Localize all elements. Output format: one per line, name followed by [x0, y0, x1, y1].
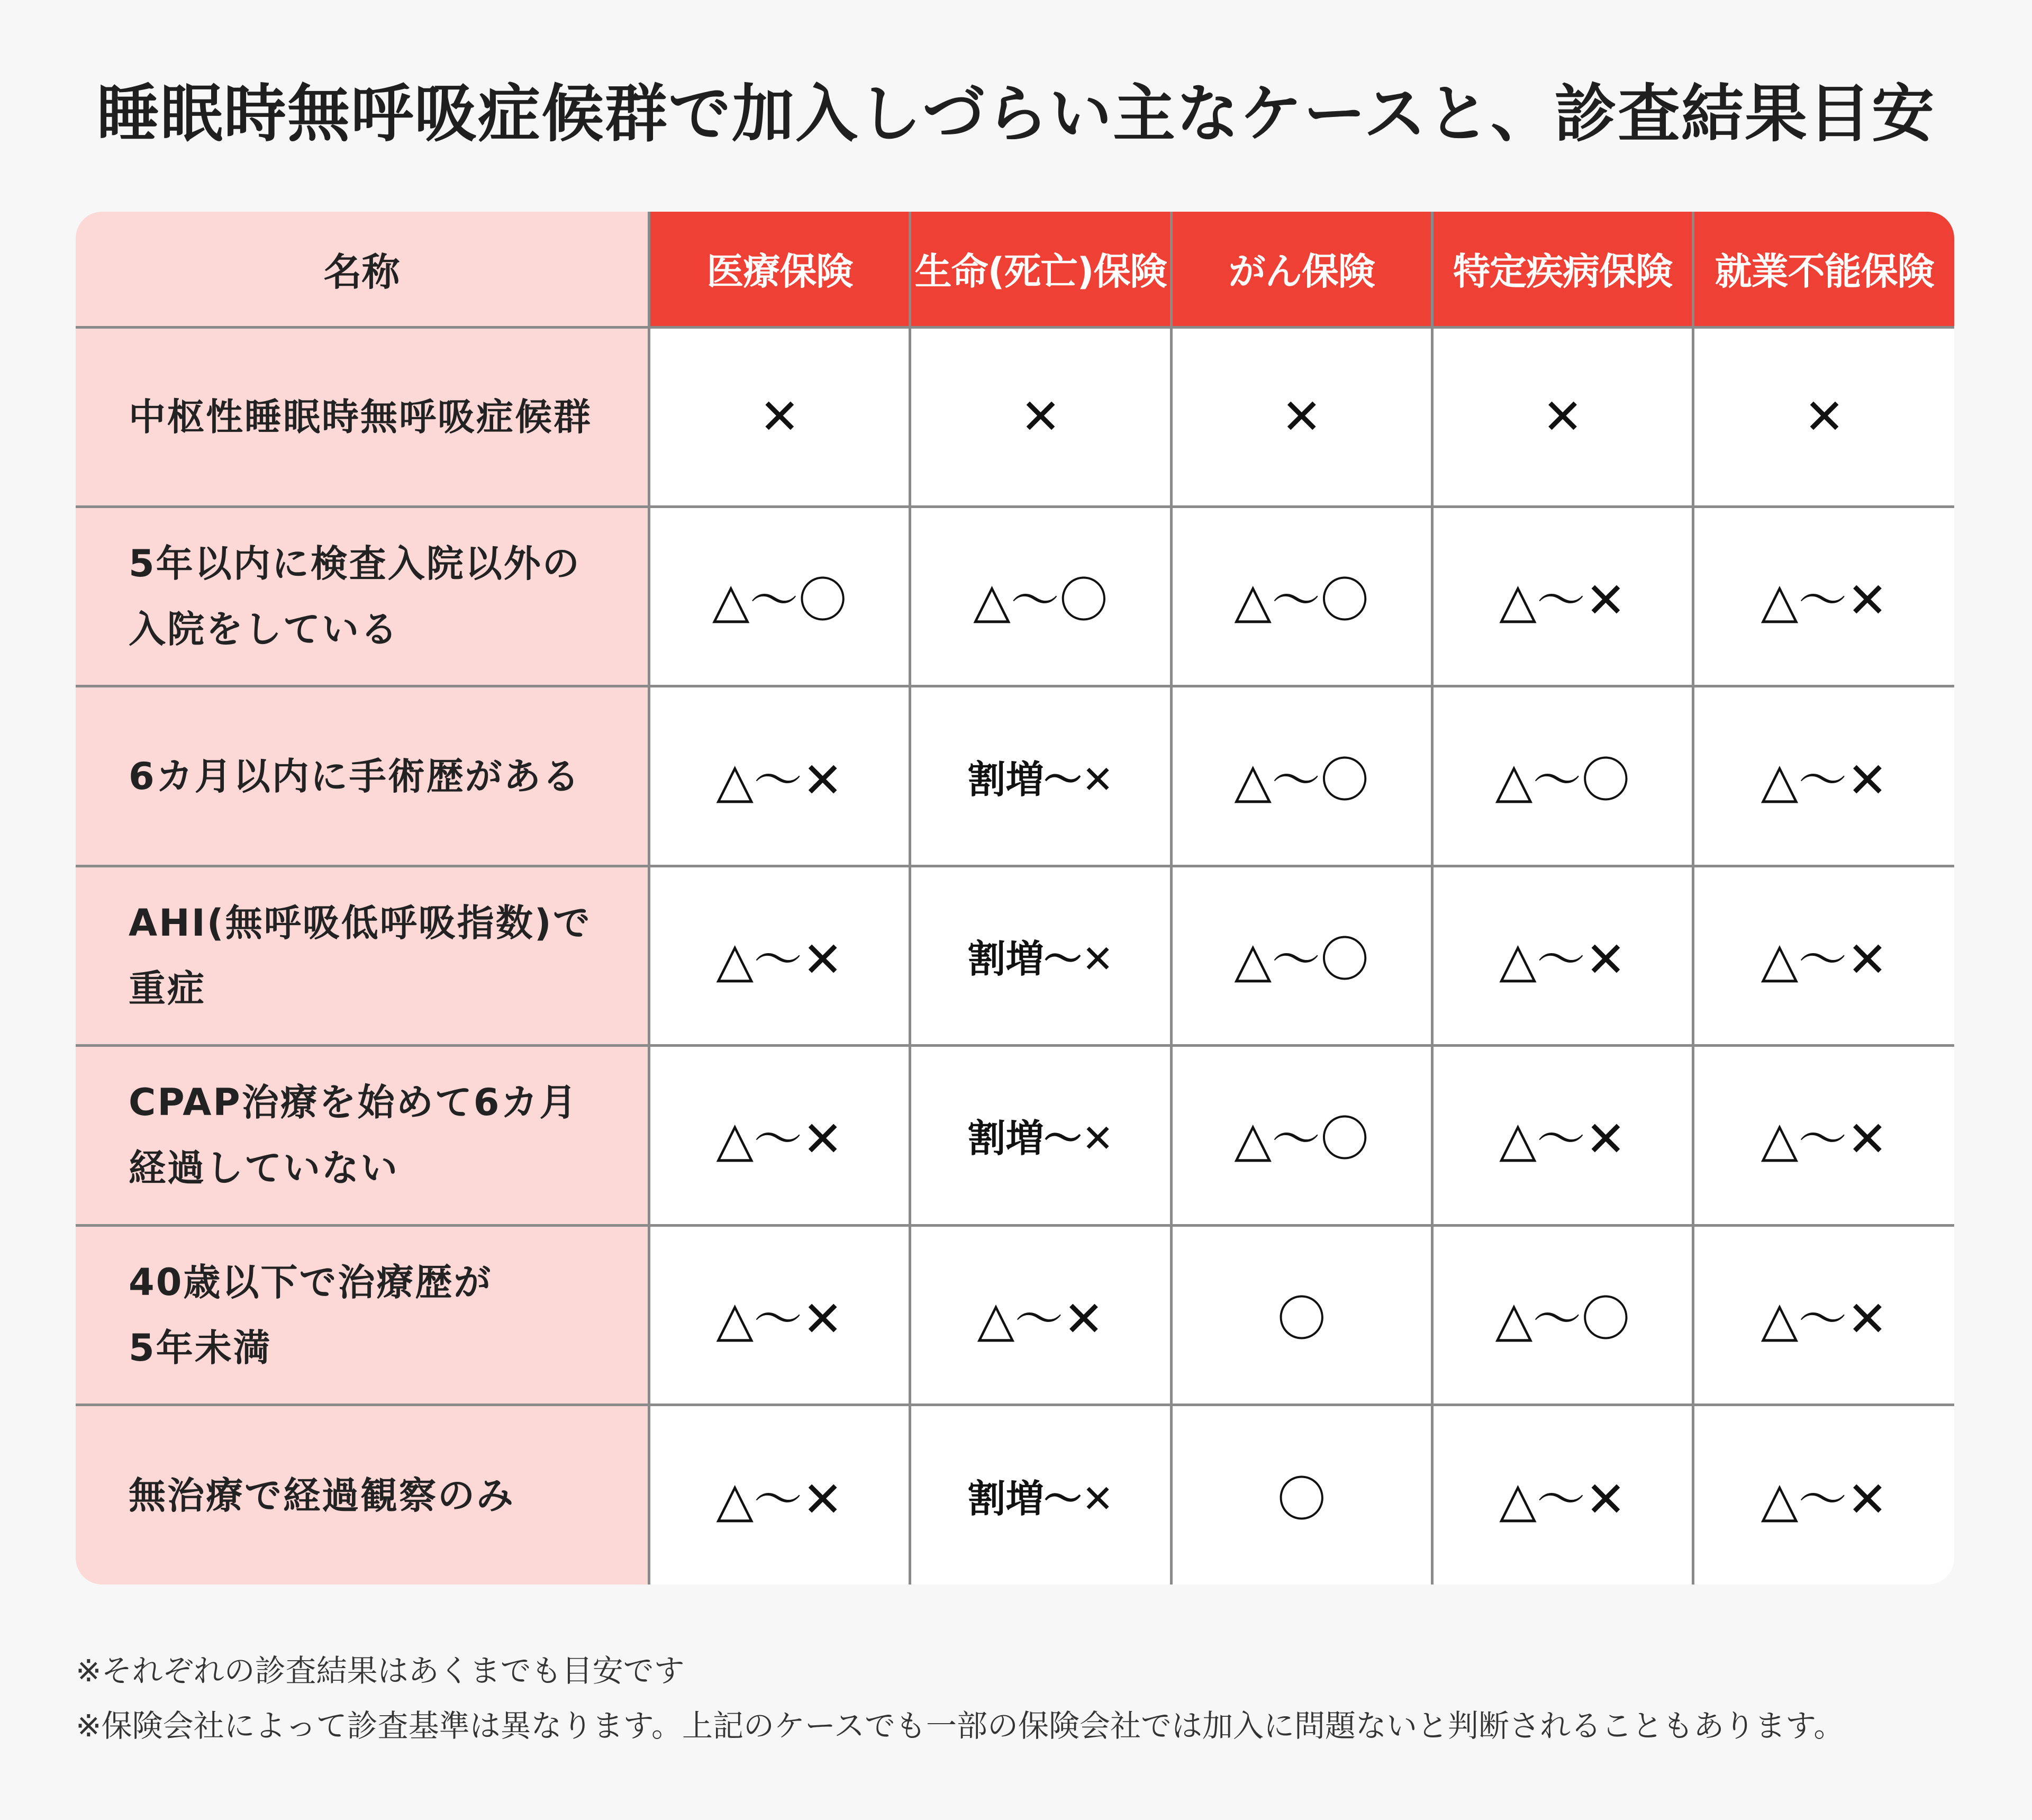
column-header-life: 生命(死亡)保険: [910, 212, 1171, 327]
table-row: [76, 506, 1954, 686]
row-name: [76, 1405, 649, 1584]
table-cell: △〜✕: [1693, 1405, 1954, 1584]
header-row: [76, 212, 1954, 327]
row-name: [76, 327, 649, 506]
table-cell: △〜〇: [1171, 1046, 1432, 1225]
table-row: [76, 1225, 1954, 1405]
table-cell: △〜✕: [1693, 866, 1954, 1045]
table-row: [76, 866, 1954, 1045]
row-name-line: 重症: [129, 966, 206, 1010]
table-cell: 〇: [1171, 1225, 1432, 1405]
table-cell: △〜〇: [1171, 506, 1432, 686]
table-row: [76, 1046, 1954, 1225]
row-name-line: 5年以内に検査入院以外の: [129, 542, 581, 586]
row-name-line: 経過していない: [129, 1146, 399, 1190]
table-cell: △〜✕: [1693, 686, 1954, 866]
table-cell: △〜✕: [649, 1405, 910, 1584]
table-cell: △〜✕: [1432, 1405, 1693, 1584]
footnote: ※それぞれの診査結果はあくまでも目安です: [76, 1653, 685, 1689]
table-cell: 割増〜✕: [910, 1046, 1171, 1225]
table-row: [76, 1405, 1954, 1584]
row-name-line: 40歳以下で治療歴が: [129, 1260, 493, 1304]
column-header-medical: 医療保険: [649, 212, 910, 327]
table-cell: △〜✕: [649, 1225, 910, 1405]
table-cell: △〜✕: [1693, 506, 1954, 686]
row-name-line: 6カ月以内に手術歴がある: [129, 754, 581, 798]
row-name-line: CPAP治療を始めて6カ月: [129, 1081, 578, 1125]
row-name: [76, 1225, 649, 1405]
table-cell: 割増〜✕: [910, 1405, 1171, 1584]
table-cell: ✕: [1171, 327, 1432, 506]
table-cell: △〜〇: [1171, 686, 1432, 866]
table-cell: ✕: [910, 327, 1171, 506]
table-row: [76, 686, 1954, 866]
row-name-line: 入院をしている: [129, 608, 399, 651]
footnotes: [76, 1643, 1981, 1753]
insurance-table: [76, 212, 1954, 1584]
name-column-header: 名称: [76, 212, 649, 327]
row-name-line: AHI(無呼吸低呼吸指数)で: [129, 901, 592, 945]
footnote: ※保険会社によって診査基準は異なります。上記のケースでも一部の保険会社では加入に問題ないと判断されることもあります。: [76, 1708, 1845, 1744]
table-row: [76, 327, 1954, 506]
row-name: [76, 1046, 649, 1225]
column-header-cancer: がん保険: [1171, 212, 1432, 327]
table-cell: 割増〜✕: [910, 866, 1171, 1045]
row-name-line: 5年未満: [129, 1326, 272, 1370]
insurance-grid: [76, 212, 1954, 1584]
row-name: [76, 866, 649, 1045]
row-name-line: 中枢性睡眠時無呼吸症候群: [129, 395, 592, 439]
table-cell: △〜✕: [649, 686, 910, 866]
page-title: 睡眠時無呼吸症候群で加入しづらい主なケースと、診査結果目安: [96, 77, 1936, 150]
table-cell: △〜〇: [1432, 686, 1693, 866]
table-cell: △〜〇: [1171, 866, 1432, 1045]
table-cell: △〜〇: [910, 506, 1171, 686]
table-cell: △〜✕: [1432, 1046, 1693, 1225]
row-name: [76, 506, 649, 686]
table-cell: △〜〇: [1432, 1225, 1693, 1405]
table-cell: △〜〇: [649, 506, 910, 686]
table-cell: 割増〜✕: [910, 686, 1171, 866]
table-cell: △〜✕: [649, 866, 910, 1045]
table-cell: △〜✕: [1432, 506, 1693, 686]
table-cell: ✕: [1432, 327, 1693, 506]
table-cell: ✕: [649, 327, 910, 506]
table-cell: △〜✕: [649, 1046, 910, 1225]
table-cell: △〜✕: [910, 1225, 1171, 1405]
table-cell: ✕: [1693, 327, 1954, 506]
column-header-critical-illness: 特定疾病保険: [1432, 212, 1693, 327]
table-cell: △〜✕: [1432, 866, 1693, 1045]
row-name: [76, 686, 649, 866]
table-cell: 〇: [1171, 1405, 1432, 1584]
column-header-disability: 就業不能保険: [1693, 212, 1954, 327]
table-cell: △〜✕: [1693, 1046, 1954, 1225]
row-name-line: 無治療で経過観察のみ: [129, 1473, 515, 1517]
table-cell: △〜✕: [1693, 1225, 1954, 1405]
